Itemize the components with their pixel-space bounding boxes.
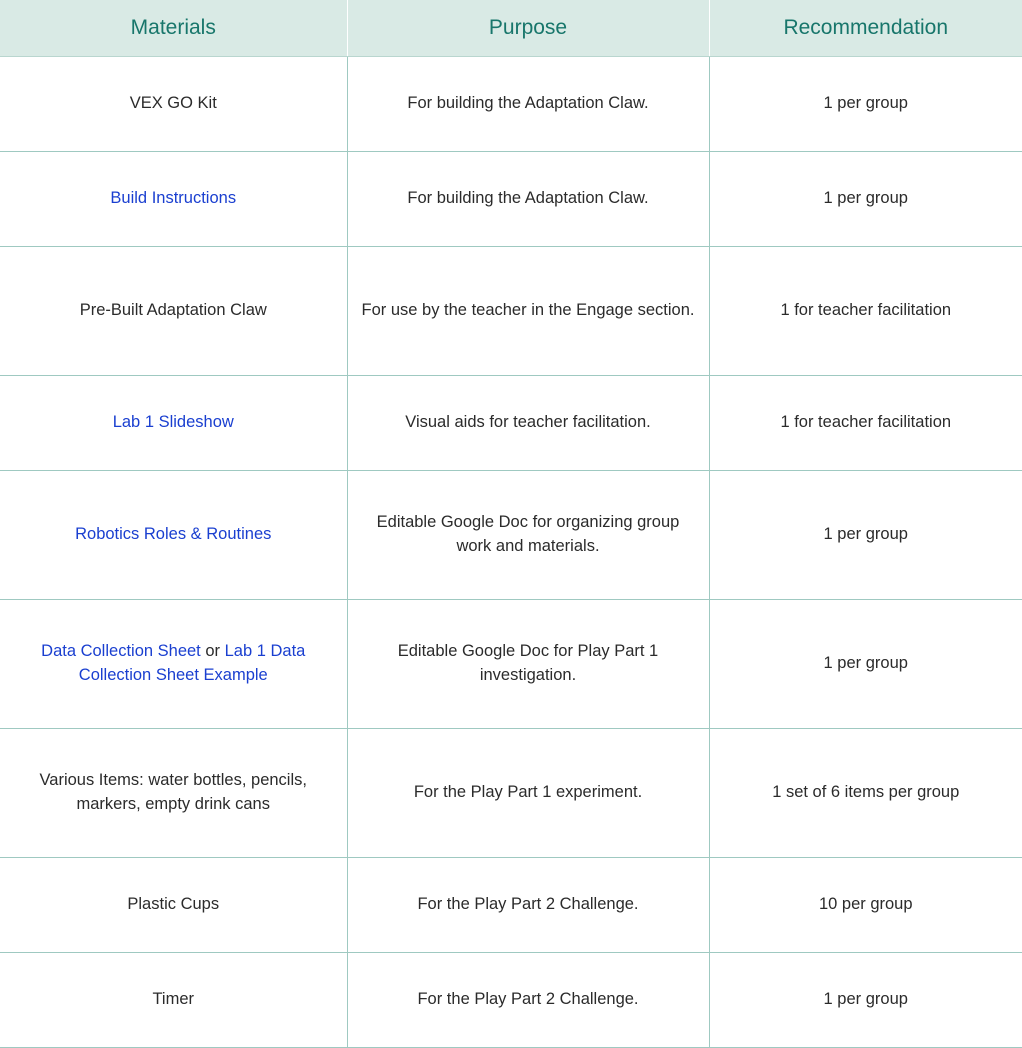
cell-materials [0, 152, 347, 247]
cell-materials: VEX GO Kit [0, 57, 347, 152]
cell-materials: Timer [0, 953, 347, 1048]
cell-recommendation: 1 per group [709, 152, 1022, 247]
materials-link[interactable]: Lab 1 Data Collection Sheet Example [78, 642, 306, 684]
cell-purpose: Editable Google Doc for Play Part 1 investigation. [347, 600, 709, 729]
cell-materials [0, 471, 347, 600]
column-header-purpose: Purpose [347, 0, 709, 57]
materials-link[interactable]: Robotics Roles & Routines [75, 525, 272, 544]
cell-recommendation: 1 for teacher facilitation [709, 247, 1022, 376]
table-row [0, 729, 1022, 858]
cell-recommendation: 10 per group [709, 858, 1022, 953]
table-header [0, 0, 1022, 57]
cell-purpose: For the Play Part 2 Challenge. [347, 953, 709, 1048]
cell-recommendation: 1 per group [709, 471, 1022, 600]
cell-recommendation: 1 per group [709, 953, 1022, 1048]
cell-recommendation: 1 for teacher facilitation [709, 376, 1022, 471]
materials-link[interactable]: Lab 1 Slideshow [112, 413, 234, 432]
table-row [0, 376, 1022, 471]
cell-purpose: For use by the teacher in the Engage section. [347, 247, 709, 376]
table-row [0, 858, 1022, 953]
column-header-materials: Materials [0, 0, 347, 57]
cell-materials: Plastic Cups [0, 858, 347, 953]
cell-materials [0, 600, 347, 729]
cell-materials: Various Items: water bottles, pencils, markers, empty drink cans [0, 729, 347, 858]
cell-purpose: For building the Adaptation Claw. [347, 57, 709, 152]
materials-link[interactable]: Data Collection Sheet [41, 642, 201, 661]
table-row [0, 600, 1022, 729]
table-row [0, 152, 1022, 247]
table-row [0, 471, 1022, 600]
cell-materials [0, 376, 347, 471]
materials-link-separator: or [200, 642, 225, 661]
table-body [0, 57, 1022, 1048]
cell-recommendation: 1 set of 6 items per group [709, 729, 1022, 858]
cell-recommendation: 1 per group [709, 57, 1022, 152]
cell-purpose: For building the Adaptation Claw. [347, 152, 709, 247]
cell-recommendation: 1 per group [709, 600, 1022, 729]
table-row [0, 953, 1022, 1048]
cell-purpose: Editable Google Doc for organizing group work and materials. [347, 471, 709, 600]
column-header-recommendation: Recommendation [709, 0, 1022, 57]
table-row [0, 57, 1022, 152]
table-header-row [0, 0, 1022, 57]
cell-purpose: For the Play Part 2 Challenge. [347, 858, 709, 953]
cell-purpose: Visual aids for teacher facilitation. [347, 376, 709, 471]
cell-purpose: For the Play Part 1 experiment. [347, 729, 709, 858]
materials-link[interactable]: Build Instructions [110, 189, 237, 208]
cell-materials: Pre-Built Adaptation Claw [0, 247, 347, 376]
table-row [0, 247, 1022, 376]
